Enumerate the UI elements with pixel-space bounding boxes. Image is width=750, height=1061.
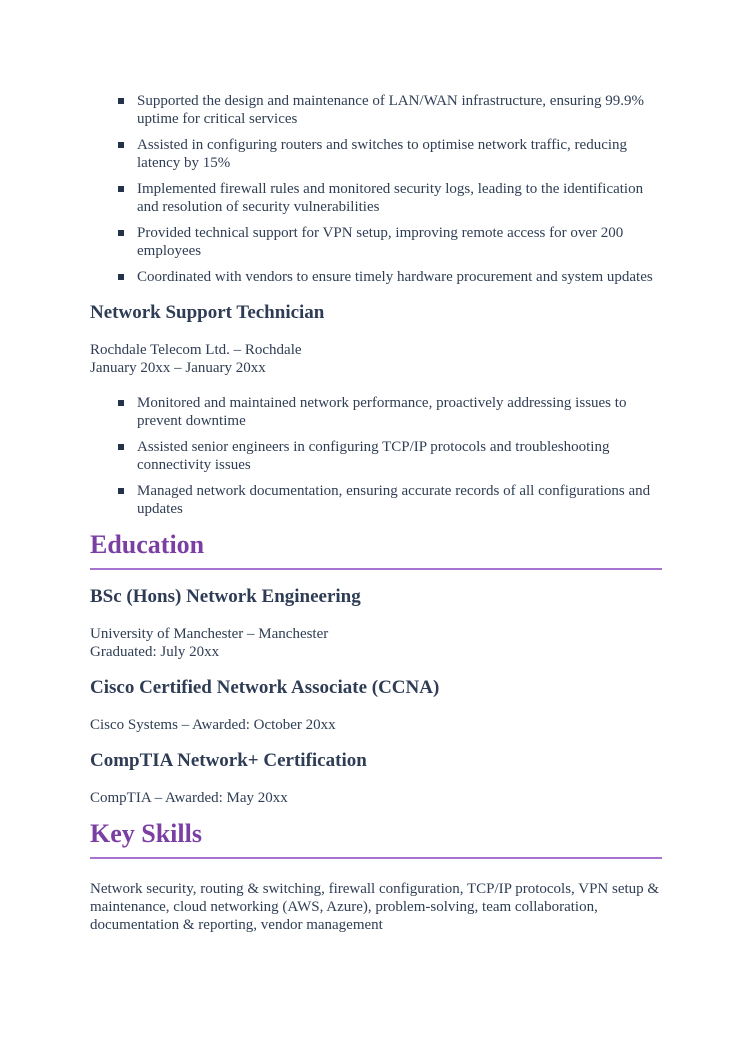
bullet-item — [118, 136, 662, 172]
bullet-text: Provided technical support for VPN setup, improving remote access for over 200 employees — [137, 225, 624, 259]
bullet-item — [118, 438, 662, 474]
experience-section — [90, 92, 662, 518]
job-title-heading: Network Support Technician — [90, 302, 325, 323]
institution-line: University of Manchester – Manchester — [90, 626, 329, 642]
degree-meta — [90, 625, 662, 661]
bullet-text: Assisted senior engineers in configuring TCP/IP protocols and troubleshooting connectivity issues — [137, 439, 610, 473]
bullet-text: Managed network documentation, ensuring accurate records of all configurations and updates — [137, 483, 651, 517]
company-location-line: Rochdale Telecom Ltd. – Rochdale — [90, 342, 302, 358]
education-heading: Education — [90, 530, 205, 559]
section-divider — [90, 857, 662, 859]
certification-title-heading: CompTIA Network+ Certification — [90, 750, 367, 771]
certification-detail-line: Cisco Systems – Awarded: October 20xx — [90, 717, 336, 733]
job-meta — [90, 341, 662, 377]
bullet-item — [118, 268, 662, 286]
degree-title-heading: BSc (Hons) Network Engineering — [90, 586, 361, 607]
skills-paragraph: Network security, routing & switching, firewall configuration, TCP/IP protocols, VPN setup & maintenance, cloud networking (AWS, Azure), problem-solving, team collaboration, documentation & reporting, vendor management — [90, 881, 660, 933]
bullet-text: Assisted in configuring routers and switches to optimise network traffic, reducing latency by 15% — [137, 137, 628, 171]
education-section — [90, 530, 662, 807]
bullet-item — [118, 92, 662, 128]
experience-bullet-list — [90, 394, 662, 518]
bullet-item — [118, 394, 662, 430]
skills-heading: Key Skills — [90, 819, 202, 848]
bullet-item — [118, 224, 662, 260]
bullet-item — [118, 482, 662, 518]
certification-detail-line: CompTIA – Awarded: May 20xx — [90, 790, 288, 806]
employment-dates-line: January 20xx – January 20xx — [90, 360, 266, 376]
bullet-text: Monitored and maintained network performance, proactively addressing issues to prevent downtime — [137, 395, 627, 429]
certification-title-heading: Cisco Certified Network Associate (CCNA) — [90, 677, 440, 698]
certification-meta — [90, 789, 662, 807]
bullet-text: Supported the design and maintenance of LAN/WAN infrastructure, ensuring 99.9% uptime for critical services — [137, 93, 644, 127]
section-divider — [90, 568, 662, 570]
graduation-line: Graduated: July 20xx — [90, 644, 220, 660]
experience-bullet-list — [90, 92, 662, 286]
certification-meta — [90, 716, 662, 734]
bullet-text: Implemented firewall rules and monitored security logs, leading to the identification and resolution of security vulnerabilities — [137, 181, 644, 215]
bullet-item — [118, 180, 662, 216]
bullet-text: Coordinated with vendors to ensure timely hardware procurement and system updates — [137, 269, 653, 285]
key-skills-section — [90, 819, 662, 934]
